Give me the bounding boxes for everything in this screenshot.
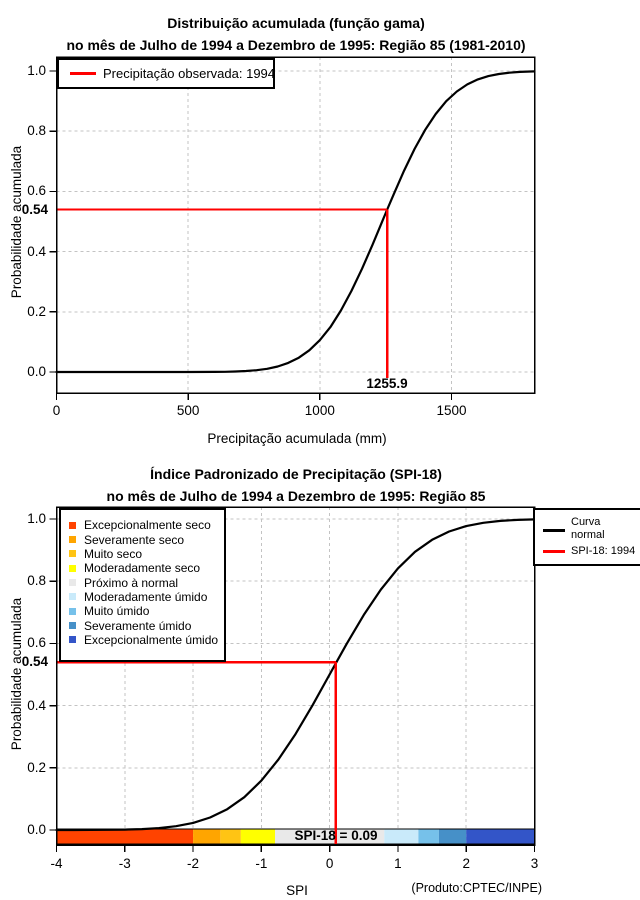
x-tick-label: 0 (52, 403, 61, 418)
top-chart-legend-label: Precipitação observada: 1994 (103, 66, 276, 81)
spi-category-swatch-icon (69, 550, 76, 557)
bottom-chart-subtitle: no mês de Julho de 1994 a Dezembro de 1995: Região 85 (106, 488, 486, 504)
y-tick-label: 0.6 (27, 635, 46, 651)
x-tick-label: -2 (187, 856, 200, 871)
spi-1994-line-icon (543, 550, 565, 553)
spi-category-swatch-icon (69, 579, 76, 586)
x-tick-label: 1 (394, 856, 402, 871)
spi-category-swatch-icon (69, 593, 76, 600)
x-tick-label: 500 (176, 403, 200, 418)
plot-frame (57, 57, 535, 393)
y-tick-label: 1.0 (27, 511, 46, 526)
bottom-chart-y-axis-label: Probabilidade acumulada (9, 597, 24, 751)
top-chart-x-axis-label: Precipitação acumulada (mm) (207, 431, 387, 446)
y-tick-label: 0.2 (27, 303, 46, 319)
normal-curve-legend-label: Curva normal (571, 516, 605, 541)
spi-category-legend-item (61, 561, 224, 575)
spi-category-label: Severamente seco (84, 532, 185, 547)
x-tick-label: 1500 (436, 403, 467, 418)
bottom-chart-title: Índice Padronizado de Precipitação (SPI-18) (150, 466, 442, 482)
spi-category-label: Próximo à normal (84, 575, 179, 590)
spi-category-label: Muito úmido (84, 604, 150, 619)
x-tick-label: -1 (255, 856, 268, 871)
spi-category-swatch-icon (69, 565, 76, 572)
bottom-chart-legend (533, 508, 640, 566)
spi-colorbar-segment (57, 829, 194, 844)
spi-colorbar-segment (193, 829, 220, 844)
y-tick-label: 1.0 (27, 63, 46, 78)
spi-category-legend-item (61, 633, 224, 647)
spi-colorbar-segment (466, 829, 534, 844)
y-tick-label: 0.0 (27, 364, 46, 379)
spi-category-swatch-icon (69, 522, 76, 529)
spi-category-legend-item (61, 575, 224, 589)
top-chart-precipitation-annotation: 1255.9 (366, 376, 408, 391)
bottom-chart-x-axis-label: SPI (286, 883, 308, 898)
observed-precipitation-line-icon (70, 72, 96, 75)
cdf-curve (57, 71, 535, 372)
x-tick-label: 2 (462, 856, 470, 871)
x-tick-label: 3 (530, 856, 539, 871)
y-tick-label: 0.2 (27, 759, 46, 775)
spi-category-legend-item (61, 590, 224, 604)
x-tick-label: -3 (118, 856, 131, 871)
product-source-label: (Produto:CPTEC/INPE) (411, 881, 542, 895)
spi-category-swatch-icon (69, 636, 76, 643)
chart-layer (50, 57, 535, 400)
normal-curve-line-icon (543, 529, 565, 532)
spi-colorbar-segment (220, 829, 240, 844)
spi-category-label: Moderadamente seco (84, 561, 201, 576)
top-chart-title: Distribuição acumulada (função gama) (167, 15, 425, 31)
spi-colorbar-segment (418, 829, 438, 844)
spi-category-legend-item (61, 604, 224, 618)
bottom-chart-probability-annotation: 0.54 (21, 654, 48, 669)
y-tick-label: 0.0 (27, 822, 46, 837)
y-tick-label: 0.4 (27, 243, 46, 259)
top-chart-subtitle: no mês de Julho de 1994 a Dezembro de 1995: Região 85 (1981-2010) (66, 37, 526, 53)
spi-category-label: Muito seco (84, 546, 143, 561)
spi-value-annotation: SPI-18 = 0.09 (294, 828, 378, 843)
x-tick-label: -4 (50, 856, 63, 871)
spi-category-legend-item (61, 547, 224, 561)
x-tick-label: 0 (325, 856, 334, 871)
spi-category-swatch-icon (69, 622, 76, 629)
spi-categories-legend (59, 508, 226, 662)
spi-category-swatch-icon (69, 536, 76, 543)
spi-1994-legend-label: SPI-18: 1994 (571, 545, 636, 557)
y-tick-label: 0.6 (27, 183, 46, 199)
y-tick-label: 0.8 (27, 573, 46, 589)
spi-category-label: Excepcionalmente seco (84, 518, 211, 533)
spi-category-label: Moderadamente úmido (84, 589, 208, 604)
y-tick-label: 0.4 (27, 697, 46, 713)
spi-category-legend-item (61, 532, 224, 546)
y-tick-label: 0.8 (27, 123, 46, 139)
top-chart-probability-annotation: 0.54 (21, 202, 48, 217)
spi-category-swatch-icon (69, 608, 76, 615)
spi-category-legend-item (61, 518, 224, 532)
spi-colorbar-segment (439, 829, 466, 844)
spi-category-label: Excepcionalmente úmido (84, 632, 219, 647)
spi-category-legend-item (61, 618, 224, 632)
spi-category-label: Severamente úmido (84, 618, 192, 633)
x-tick-label: 1000 (304, 403, 335, 418)
top-chart-y-axis-label: Probabilidade acumulada (9, 145, 24, 299)
top-chart-legend (57, 58, 275, 89)
